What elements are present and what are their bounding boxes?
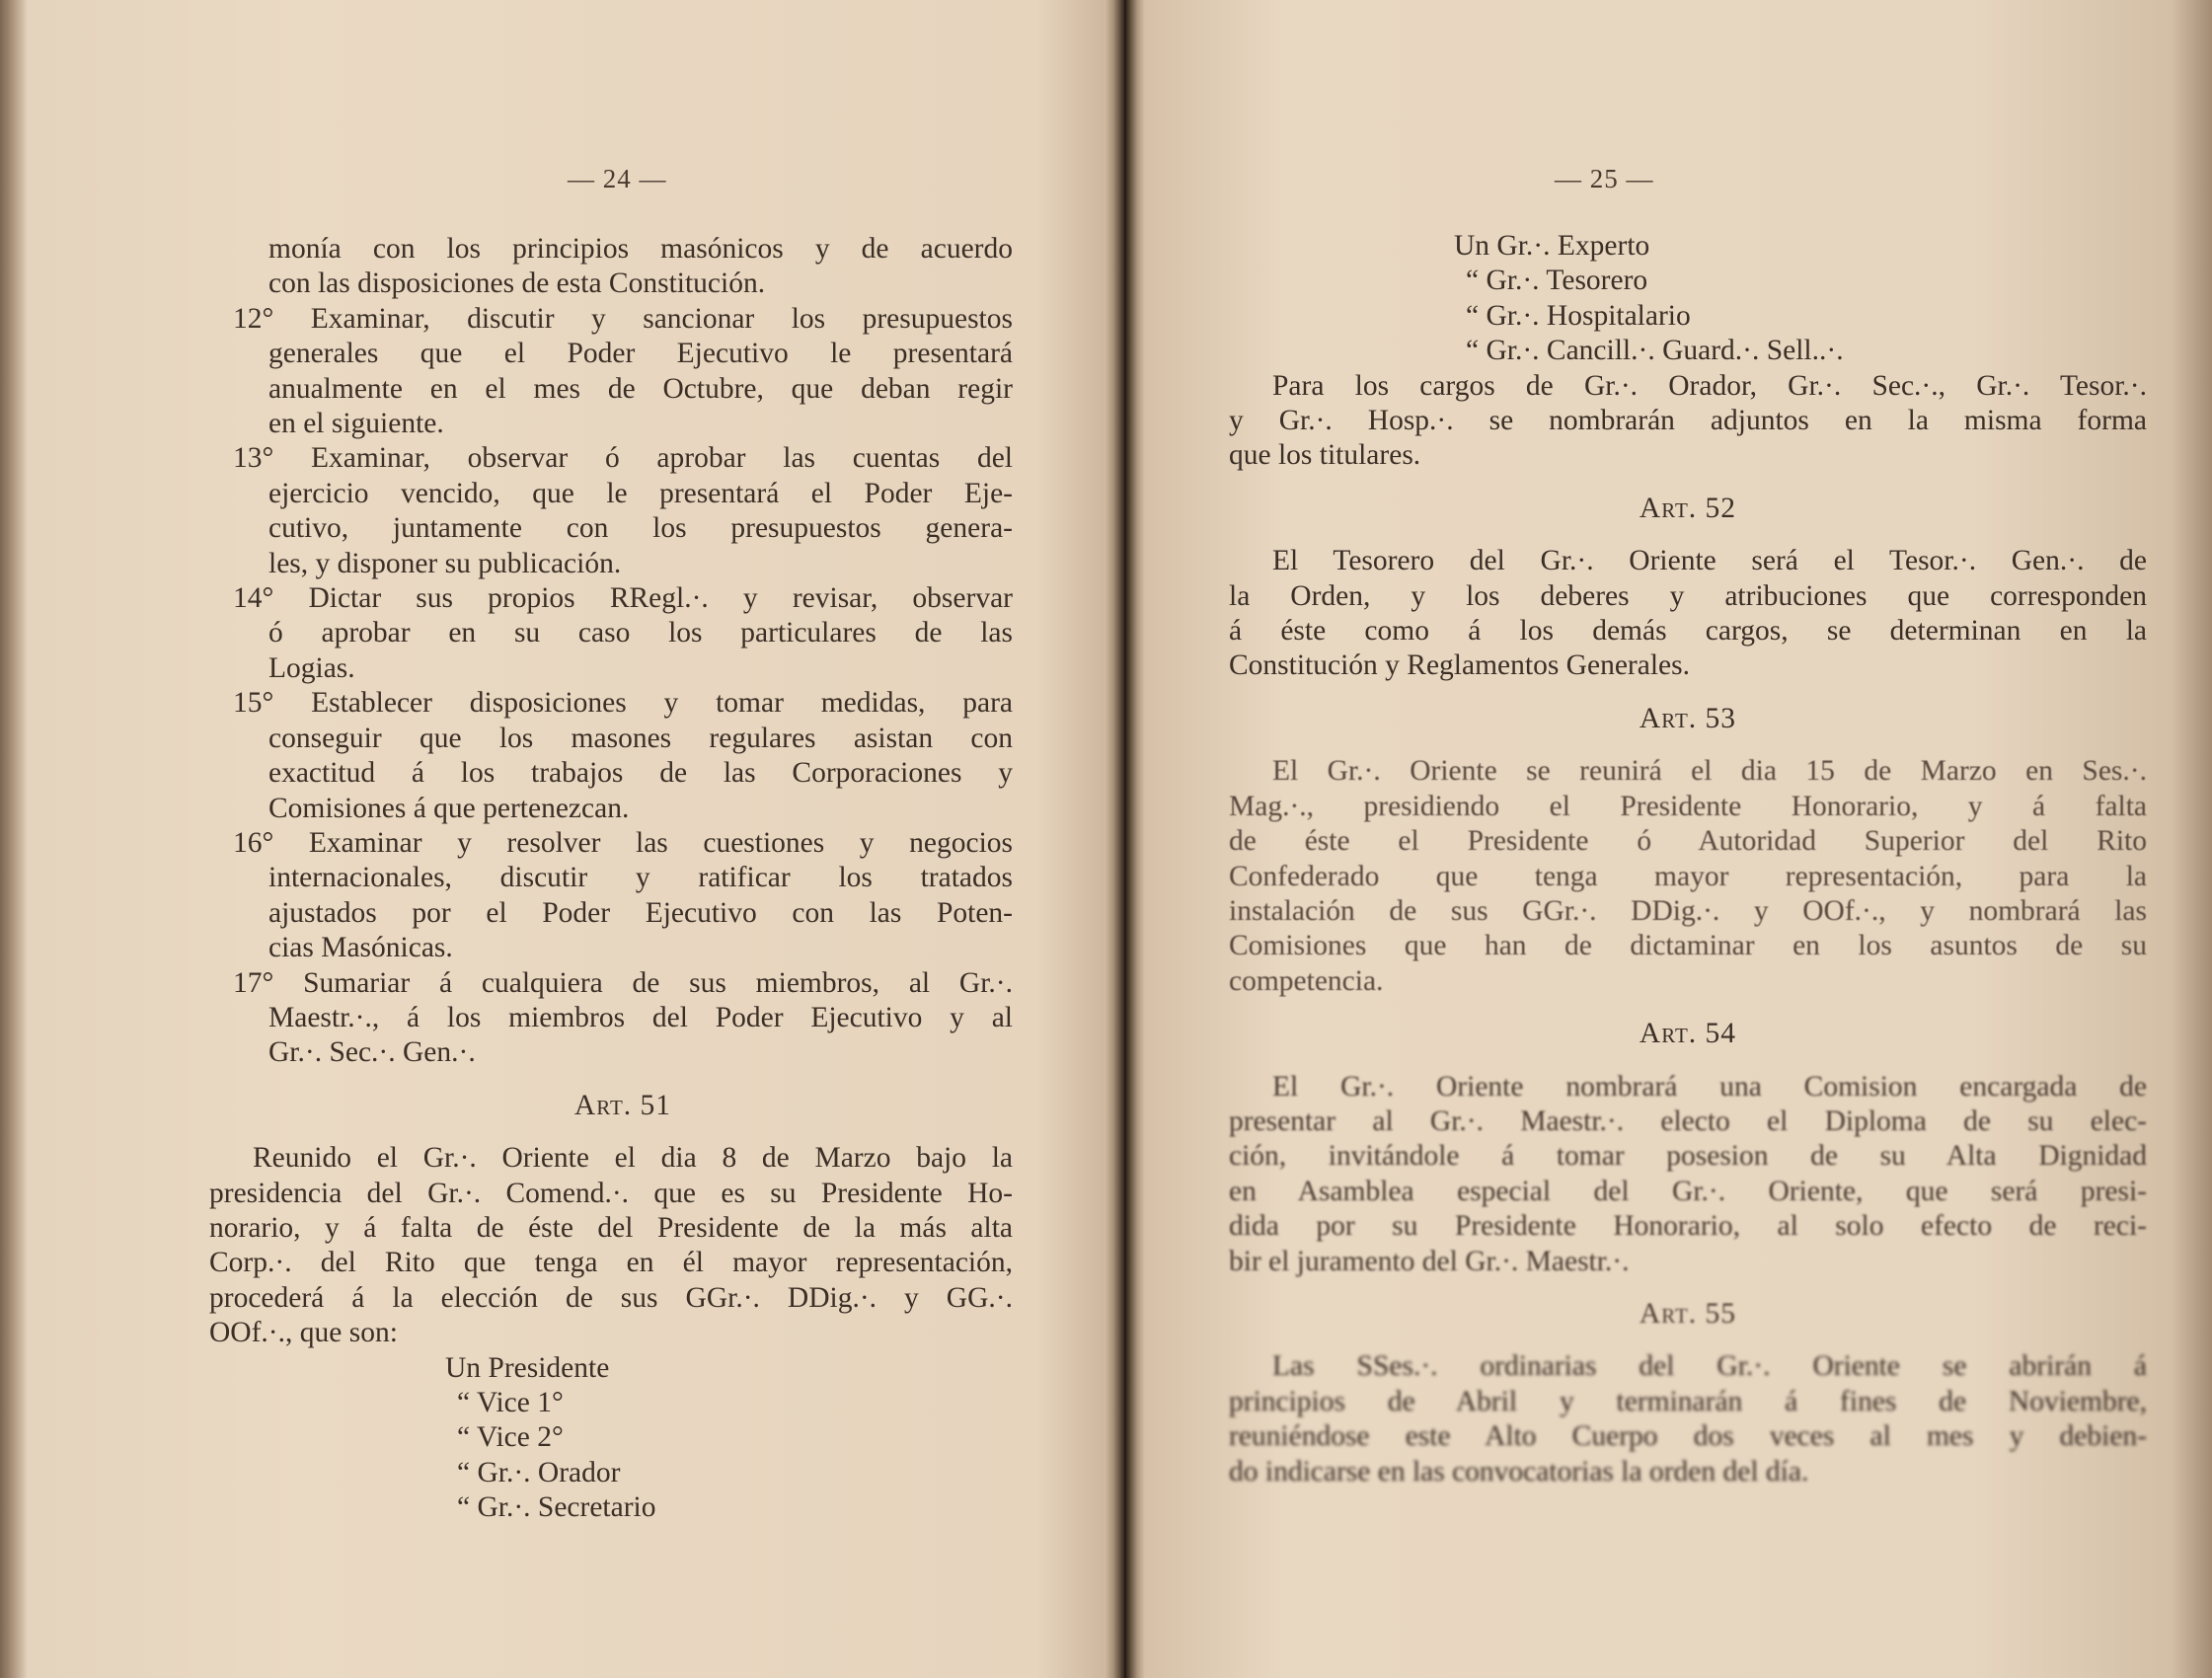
office-list xyxy=(1229,229,2147,369)
article-53-title: Art. 53 xyxy=(1639,702,1737,734)
text-line: y Gr.·. Hosp.·. se nombrarán adjuntos en la misma forma xyxy=(1229,405,2147,437)
text-line: Comisiones que han de dictaminar en los asuntos de su xyxy=(1229,930,2147,962)
page-number-24: — 24 — xyxy=(568,164,667,193)
text-line: procederá á la elección de sus GGr.·. DDig.·. y GG.·. xyxy=(209,1281,1013,1314)
text-line: 15° Establecer disposiciones y tomar medidas, para xyxy=(233,687,1013,720)
text-line: bir el juramento del Gr.·. Maestr.·. xyxy=(1229,1245,1630,1277)
text-line: conseguir que los masones regulares asistan con xyxy=(268,722,1013,754)
text-line: 12° Examinar, discutir y sancionar los presupuestos xyxy=(233,302,1013,335)
article-53-body xyxy=(1229,754,2147,999)
text-line: principios de Abril y terminarán á fines de Noviembre, xyxy=(1229,1385,2147,1417)
office-item: “ Gr.·. Secretario xyxy=(457,1491,656,1524)
article-55-body xyxy=(1229,1349,2147,1489)
text-line: Constitución y Reglamentos Generales. xyxy=(1229,649,1690,682)
text-line: instalación de sus GGr.·. DDig.·. y OOf.·., y nombrará las xyxy=(1229,894,2147,927)
text-line: Confederado que tenga mayor representación, para la xyxy=(1229,860,2147,892)
office-item: “ Gr.·. Tesorero xyxy=(1466,265,1648,297)
article-55-title: Art. 55 xyxy=(1639,1297,1737,1330)
text-line: dida por su Presidente Honorario, al solo efecto de reci- xyxy=(1229,1210,2147,1243)
article-52-title: Art. 52 xyxy=(1639,492,1737,524)
text-line: en Asamblea especial del Gr.·. Oriente, que será presi- xyxy=(1229,1175,2147,1207)
right-page xyxy=(1127,0,2212,1678)
text-line: ejercicio vencido, que le presentará el Poder Eje- xyxy=(268,477,1013,509)
office-item: “ Gr.·. Hospitalario xyxy=(1466,299,1691,332)
text-line: monía con los principios masónicos y de acuerdo xyxy=(268,233,1013,265)
text-line: presentar al Gr.·. Maestr.·. electo el Diploma de su elec- xyxy=(1229,1105,2147,1137)
office-item: “ Gr.·. Orador xyxy=(457,1456,621,1488)
office-item: “ Vice 1° xyxy=(457,1387,564,1418)
text-line: Mag.·., presidiendo el Presidente Honorario, y á falta xyxy=(1229,790,2147,822)
text-line: do indicarse en las convocatorias la orden del día. xyxy=(1229,1455,1809,1487)
text-line: Gr.·. Sec.·. Gen.·. xyxy=(268,1036,476,1069)
text-line: 16° Examinar y resolver las cuestiones y negocios xyxy=(233,826,1013,859)
text-line: Comisiones á que pertenezcan. xyxy=(268,792,630,824)
text-line: El Tesorero del Gr.·. Oriente será el Tesor.·. Gen.·. de xyxy=(1272,545,2147,577)
text-line: generales que el Poder Ejecutivo le presentará xyxy=(268,338,1013,370)
text-line: reuniéndose este Alto Cuerpo dos veces al mes y debien- xyxy=(1229,1420,2147,1453)
text-line: cias Masónicas. xyxy=(268,932,453,964)
text-line: ó aprobar en su caso los particulares de las xyxy=(268,617,1013,649)
text-line: Logias. xyxy=(268,651,355,684)
text-line: presidencia del Gr.·. Comend.·. que es su Presidente Ho- xyxy=(209,1177,1013,1209)
text-line: El Gr.·. Oriente se reunirá el dia 15 de Marzo en Ses.·. xyxy=(1272,755,2147,788)
office-item: “ Vice 2° xyxy=(457,1421,564,1454)
office-item: Un Presidente xyxy=(445,1351,610,1384)
text-line: ción, invitándole á tomar posesion de su Alta Dignidad xyxy=(1229,1140,2147,1173)
text-line: OOf.·., que son: xyxy=(209,1317,398,1349)
text-line: internacionales, discutir y ratificar los tratados xyxy=(268,862,1013,894)
text-line: Reunido el Gr.·. Oriente el dia 8 de Marzo bajo la xyxy=(253,1142,1013,1175)
text-line: Para los cargos de Gr.·. Orador, Gr.·. Sec.·., Gr.·. Tesor.·. xyxy=(1272,369,2147,402)
text-line: cutivo, juntamente con los presupuestos genera- xyxy=(268,512,1013,545)
text-line: á éste como á los demás cargos, se determinan en la xyxy=(1229,615,2147,648)
text-line: les, y disponer su publicación. xyxy=(268,547,622,579)
text-line: El Gr.·. Oriente nombrará una Comision encargada de xyxy=(1272,1070,2147,1103)
text-line: de éste el Presidente ó Autoridad Superior del Rito xyxy=(1229,825,2147,858)
text-line: 14° Dictar sus propios RRegl.·. y revisar, observar xyxy=(233,582,1013,615)
office-item: Un Gr.·. Experto xyxy=(1454,230,1650,262)
office-item: “ Gr.·. Cancill.·. Guard.·. Sell..·. xyxy=(1466,335,1844,367)
text-line: que los titulares. xyxy=(1229,439,1421,472)
text-line: Las SSes.·. ordinarias del Gr.·. Oriente se abrirán á xyxy=(1272,1350,2147,1383)
text-line: competencia. xyxy=(1229,964,1384,997)
office-list xyxy=(233,1351,1013,1526)
text-line: en el siguiente. xyxy=(268,408,444,440)
text-line: Corp.·. del Rito que tenga en él mayor representación, xyxy=(209,1247,1013,1279)
text-line: con las disposiciones de esta Constitución. xyxy=(268,267,766,300)
text-line: norario, y á falta de éste del Presidente de la más alta xyxy=(209,1211,1013,1244)
article-54-body xyxy=(1229,1070,2147,1279)
text-line: 13° Examinar, observar ó aprobar las cuentas del xyxy=(233,442,1013,475)
text-line: ajustados por el Poder Ejecutivo con las Poten- xyxy=(268,896,1013,929)
page-number-25: — 25 — xyxy=(1555,164,1654,193)
text-line: anualmente en el mes de Octubre, que deban regir xyxy=(268,372,1013,405)
article-51-title: Art. 51 xyxy=(573,1089,672,1121)
text-line: Maestr.·., á los miembros del Poder Ejecutivo y al xyxy=(268,1001,1013,1033)
text-line: 17° Sumariar á cualquiera de sus miembros, al Gr.·. xyxy=(233,966,1013,999)
text-line: exactitud á los trabajos de las Corporaciones y xyxy=(268,757,1013,790)
right-page-text xyxy=(1229,229,2147,1489)
article-54-title: Art. 54 xyxy=(1639,1018,1737,1050)
left-page-text xyxy=(209,232,1013,1526)
text-line: la Orden, y los deberes y atribuciones que corresponden xyxy=(1229,579,2147,612)
